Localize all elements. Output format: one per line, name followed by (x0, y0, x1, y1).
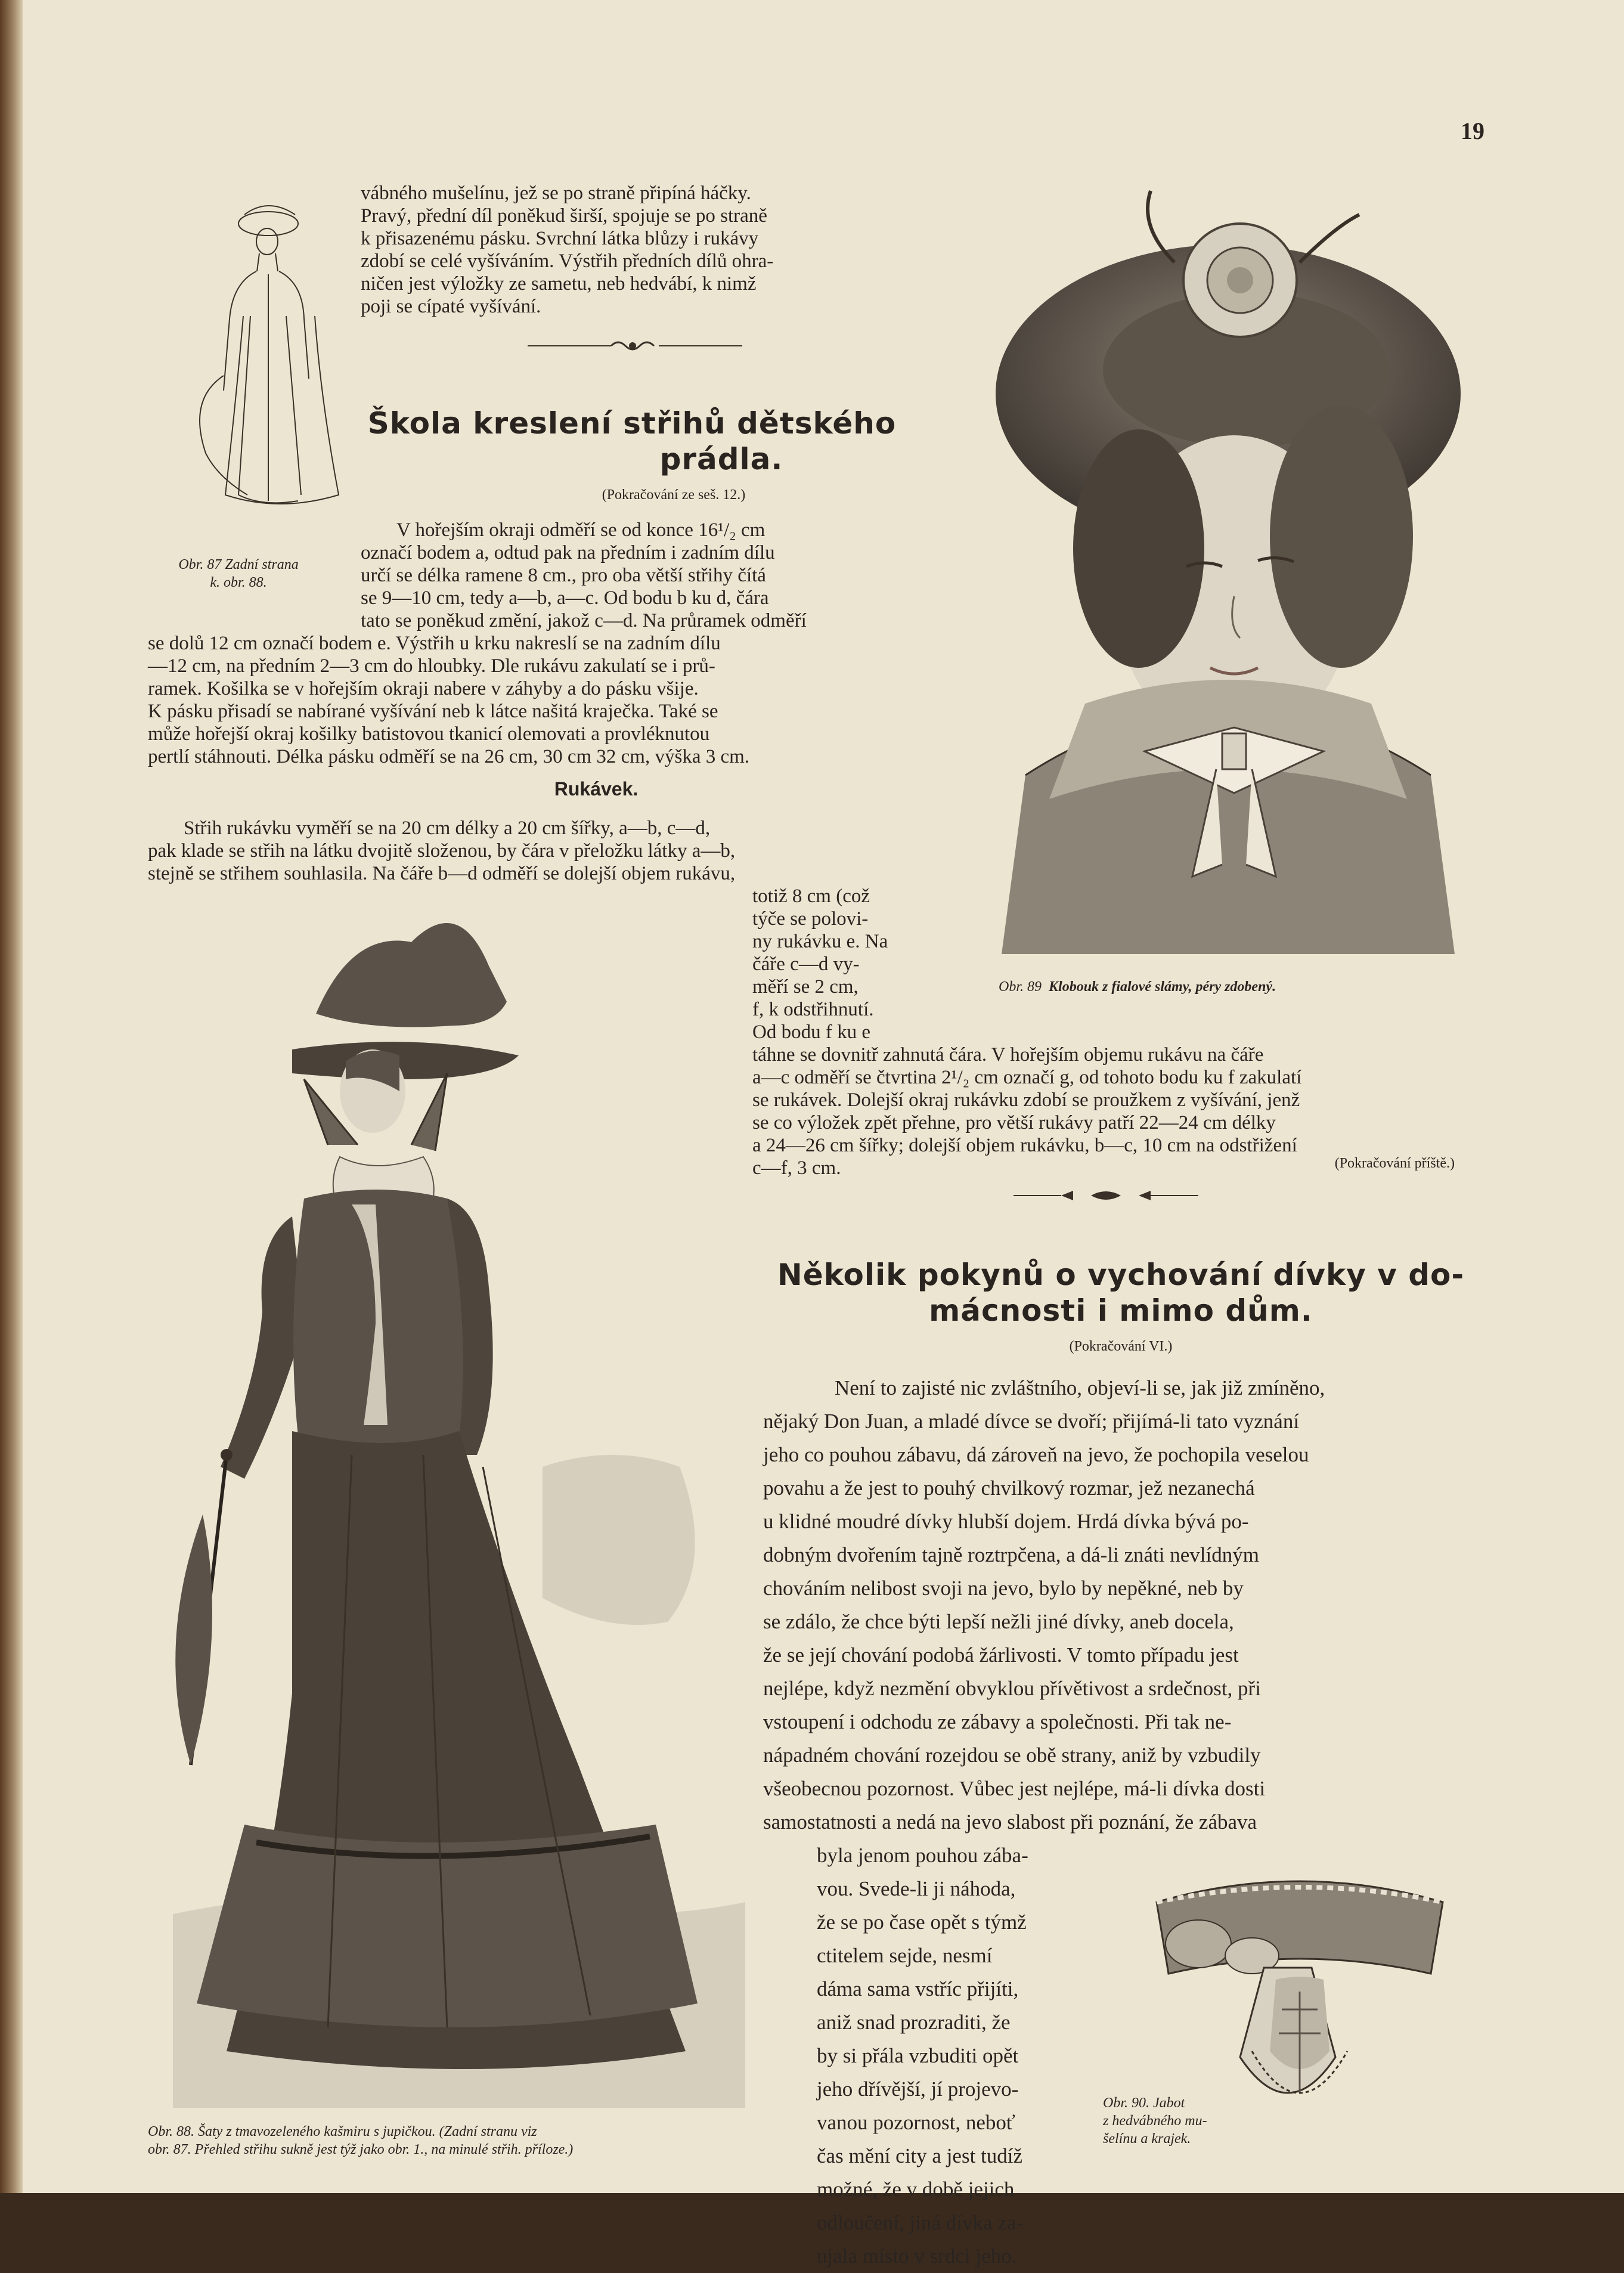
sleeve-paragraph-narrow: totiž 8 cm (což týče se polovi- ny rukávku e. Na čáře c—d vy- měří se 2 cm, f, k odstřihnutí. Od bodu f ku e (752, 885, 888, 1043)
sleeve-paragraph-continued: táhne se dovnitř zahnutá čára. V hořejším objemu rukávu na čáře a—c odměří se čtvrtina 2¹/₂ cm označí g, od tohoto bodu ku f zakulatí se rukávek. Dolejší okraj rukávku zdobí se proužkem z vyšívání, jenž se co výložek zpět přehne, pro větší rukávy patří 22—24 cm délky a 24—26 cm šířky; dolejší objem rukávku, b—c, 10 cm na odstřižení c—f, 3 cm. (752, 1044, 1302, 1179)
article-school-drafting-paragraph-narrow: V hořejším okraji odměří se od konce 16¹/₂ cm označí bodem a, odtud pak na předním i zadním dílu určí se délka ramene 8 cm., pro oba větší střihy čítá se 9—10 cm, tedy a—b, a—c. Od bodu b ku d, čára tato se poněkud změní, jakož c—d. Na průramek odměří (361, 519, 807, 631)
section-heading-sleeve: Rukávek. (554, 778, 639, 800)
article-girl-upbringing-continued-note: (Pokračování VI.) (1069, 1339, 1173, 1354)
article-school-drafting-continued-note: (Pokračování ze seš. 12.) (602, 487, 746, 503)
figure-87-dress-back-sketch (173, 197, 346, 513)
page-number: 19 (1461, 117, 1484, 144)
divider-ornament (528, 337, 742, 355)
article-girl-upbringing-paragraph-wide: Není to zajisté nic zvláštního, objeví-li se, jak již zmíněno, nějaký Don Juan, a mladé dívce se dvoří; přijímá-li tato vyznání jeho co pouhou zábavu, dá zároveň na jevo, že pochopila veselou povahu a že jest to pouhý chvilkový rozmar, jež nezanechá u klidné moudré dívky hlubší dojem. Hrdá dívka bývá po- dobným dvořením tajně roztrpčena, a dá-li znáti nevlídným chováním nelibost svoji na jevo, bylo by nepěkné, neb by se zdálo, že chce býti lepší nežli jiné dívky, aneb docela, že se její chování podobá žárlivosti. V tomto případu jest nejlépe, když nezmění obvyklou přívětivost a srdečnost, při vstoupení i odchodu ze zábavy a společnosti. Při tak ne- nápadném chování rozejdou se obě strany, aniž by vzbudily všeobecnou pozornost. Vůbec jest nejlépe, má-li dívka dosti samostatnosti a nedá na jevo slabost při poznání, že zábava (763, 1376, 1325, 1834)
sleeve-paragraph-wide: Střih rukávku vyměří se na 20 cm délky a 20 cm šířky, a—b, c—d, pak klade se střih na látku dvojitě složenou, by čára v přeložku látky a—b, stejně se střihem souhlasila. Na čáře b—d odměří se dolejší objem rukávu, (148, 817, 736, 884)
continuation-paragraph: vábného mušelínu, jež se po straně připíná háčky. Pravý, přední díl poněkud širší, spojuje se po straně k přisazenému pásku. Svrchní látka blůzy i rukávy zdobí se celé vyšíváním. Výstřih předních dílů ohra- ničen jest výložky ze sametu, neb hedvábí, k nimž poji se cípaté vyšívání. (361, 182, 774, 317)
figure-90-caption: Obr. 90. Jabot z hedvábného mu- šelínu a krajek. (1103, 2095, 1207, 2147)
page-binding-edge (0, 0, 23, 2193)
figure-89-hat-portrait (990, 179, 1467, 954)
figure-87-caption: Obr. 87 Zadní strana k. obr. 88. (178, 557, 299, 590)
figure-88-caption: Obr. 88. Šaty z tmavozeleného kašmiru s jupičkou. (Zadní stranu viz obr. 87. Přehled střihu sukně jest týž jako obr. 1., na minulé střih. příloze.) (148, 2124, 574, 2157)
figure-88-dress-illustration (173, 930, 745, 2108)
divider-ornament (1014, 1187, 1198, 1204)
article-girl-upbringing-title: Několik pokynů o vychování dívky v do- mácnosti i mimo dům. (777, 1258, 1465, 1328)
article-school-drafting-title: Škola kreslení střihů dětského prádla. (367, 406, 897, 476)
continued-next-note: (Pokračování příště.) (1334, 1156, 1455, 1171)
article-girl-upbringing-paragraph-narrow: byla jenom pouhou zába- vou. Svede-li ji náhoda, že se po čase opět s týmž ctitelem sejde, nesmí dáma sama vstříc přijíti, aniž snad prozraditi, že by si přála vzbuditi opět jeho dřívější, jí projevo- vanou pozornost, neboť čas mění city a jest tudíž možné, že v době jejich odloučení, jiná dívka za- ujala místo v srdci jeho. (817, 1844, 1028, 2268)
article-school-drafting-paragraph-wide: se dolů 12 cm označí bodem e. Výstřih u krku nakreslí se na zadním dílu —12 cm, na předním 2—3 cm do hloubky. Dle rukávu zakulatí se i prů- ramek. Košilka se v hořejším okraji nabere v záhyby a do pásku všije. K pásku přisadí se nabírané vyšívání neb k látce našitá kraječka. Také se může hořejší okraj košilky batistovou tkanicí olemovati a provléknutou pertlí stáhnouti. Délka pásku odměří se na 26 cm, 30 cm 32 cm, výška 3 cm. (148, 633, 750, 767)
figure-89-caption: Obr. 89 Klobouk z fialové slámy, péry zdobený. (999, 979, 1276, 995)
